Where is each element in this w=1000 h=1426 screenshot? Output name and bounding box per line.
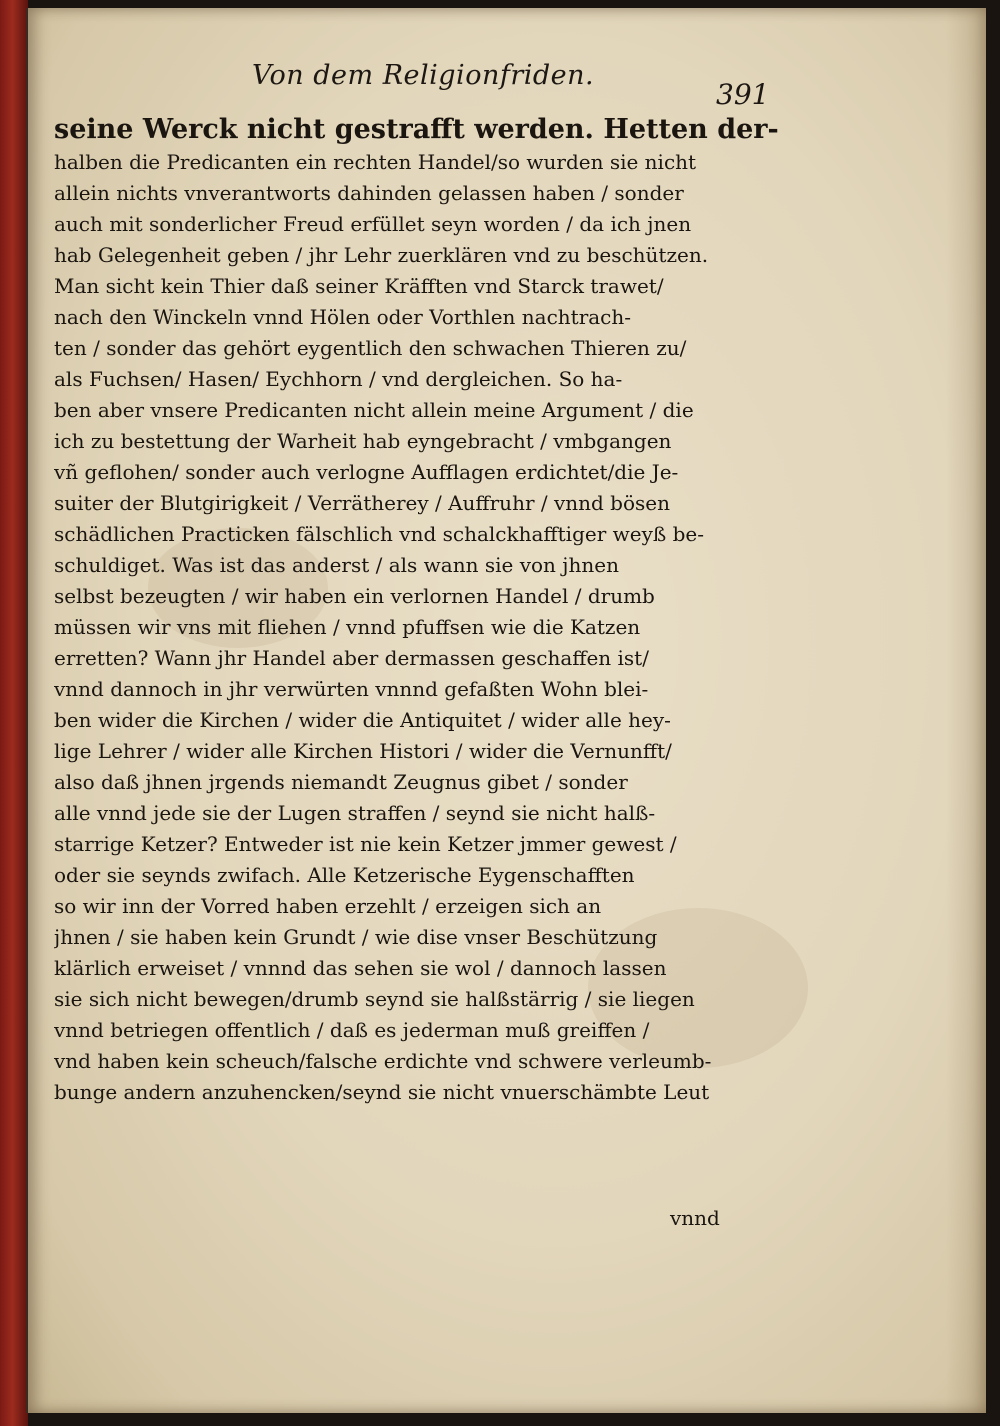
text-body	[54, 112, 784, 1108]
text-line: vnd haben kein scheuch/falsche erdichte vnd schwere verleumb-	[54, 1049, 712, 1073]
text-line: vnnd dannoch in jhr verwürten vnnnd gefaßten Wohn blei-	[54, 677, 649, 701]
text-line: ten / sonder das gehört eygentlich den schwachen Thieren zu/	[54, 336, 687, 360]
book-edge	[0, 0, 28, 1426]
text-line: ich zu bestettung der Warheit hab eyngebracht / vmbgangen	[54, 429, 672, 453]
text-line: lige Lehrer / wider alle Kirchen Histori / wider die Vernunfft/	[54, 739, 672, 763]
text-line: erretten? Wann jhr Handel aber dermassen geschaffen ist/	[54, 646, 649, 670]
text-line: nach den Winckeln vnnd Hölen oder Vorthlen nachtrach-	[54, 305, 632, 329]
text-line: suiter der Blutgirigkeit / Verrätherey / Auffruhr / vnnd bösen	[54, 491, 671, 515]
text-line: vnnd betriegen offentlich / daß es jederman muß greiffen /	[54, 1018, 650, 1042]
page-shadow	[946, 8, 986, 1413]
text-line: seine Werck nicht gestrafft werden. Hetten der-	[54, 114, 779, 145]
text-line: ben wider die Kirchen / wider die Antiquitet / wider alle hey-	[54, 708, 671, 732]
text-line: müssen wir vns mit fliehen / vnnd pfuffsen wie die Katzen	[54, 615, 641, 639]
catchword: vnnd	[670, 1206, 720, 1230]
text-line: als Fuchsen/ Hasen/ Eychhorn / vnd dergleichen. So ha-	[54, 367, 623, 391]
text-line: hab Gelegenheit geben / jhr Lehr zuerklären vnd zu beschützen.	[54, 243, 709, 267]
text-line: vñ geflohen/ sonder auch verlogne Aufflagen erdichtet/die Je-	[54, 460, 679, 484]
text-line: selbst bezeugten / wir haben ein verlornen Handel / drumb	[54, 584, 655, 608]
text-line: bunge andern anzuhencken/seynd sie nicht vnuerschämbte Leut	[54, 1080, 710, 1104]
text-line: so wir inn der Vorred haben erzehlt / erzeigen sich an	[54, 894, 602, 918]
text-line: ben aber vnsere Predicanten nicht allein meine Argument / die	[54, 398, 694, 422]
running-head: Von dem Religionfriden.	[252, 60, 595, 91]
text-line: sie sich nicht bewegen/drumb seynd sie halßstärrig / sie liegen	[54, 987, 695, 1011]
page-number: 391	[716, 78, 770, 111]
text-line: schuldiget. Was ist das anderst / als wann sie von jhnen	[54, 553, 619, 577]
text-line: alle vnnd jede sie der Lugen straffen / seynd sie nicht halß-	[54, 801, 656, 825]
text-line: klärlich erweiset / vnnnd das sehen sie wol / dannoch lassen	[54, 956, 667, 980]
text-line: also daß jhnen jrgends niemandt Zeugnus gibet / sonder	[54, 770, 628, 794]
text-line: oder sie seynds zwifach. Alle Ketzerische Eygenschafften	[54, 863, 635, 887]
text-line: auch mit sonderlicher Freud erfüllet seyn worden / da ich jnen	[54, 212, 692, 236]
text-line: allein nichts vnverantworts dahinden gelassen haben / sonder	[54, 181, 684, 205]
text-line: halben die Predicanten ein rechten Handel/so wurden sie nicht	[54, 150, 697, 174]
text-line: schädlichen Practicken fälschlich vnd schalckhafftiger weyß be-	[54, 522, 704, 546]
text-line: jhnen / sie haben kein Grundt / wie dise vnser Beschützung	[54, 925, 658, 949]
text-line: starrige Ketzer? Entweder ist nie kein Ketzer jmmer gewest /	[54, 832, 677, 856]
text-line: Man sicht kein Thier daß seiner Kräfften vnd Starck trawet/	[54, 274, 664, 298]
